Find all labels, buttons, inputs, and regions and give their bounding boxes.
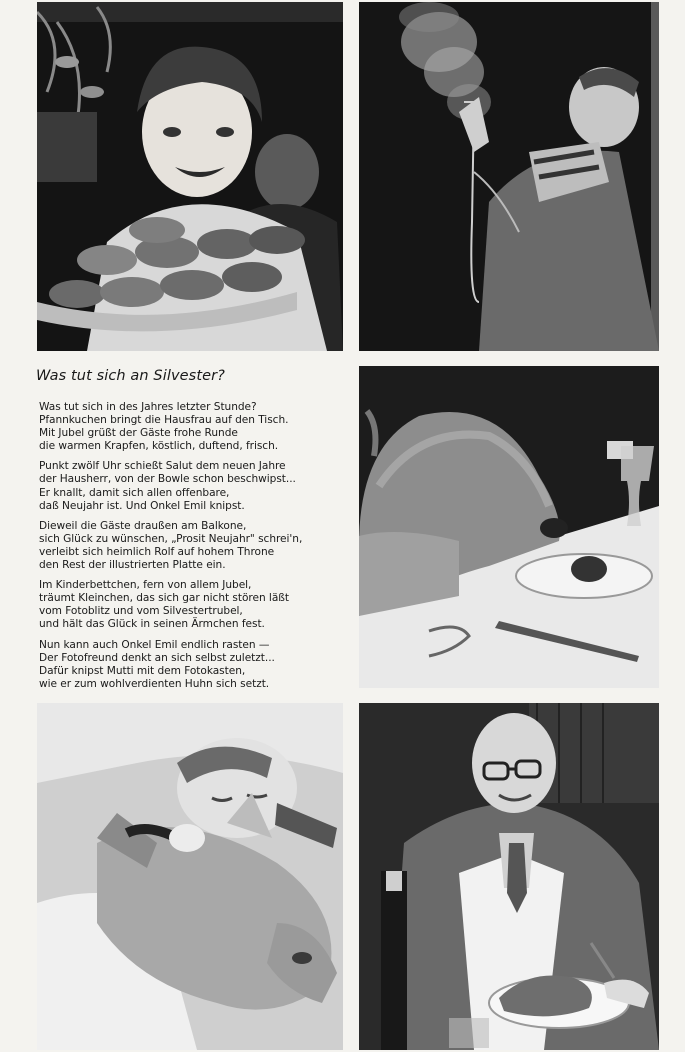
poem-line: Pfannkuchen bringt die Hausfrau auf den Tisch.	[39, 414, 289, 427]
poem-line: träumt Kleinchen, das sich gar nicht stören läßt	[39, 592, 289, 605]
woman-doughnuts-image	[37, 2, 343, 351]
poem-line: Was tut sich in des Jahres letzter Stunde?	[39, 401, 257, 413]
stanza-5	[39, 639, 346, 691]
poem-line: die warmen Krapfen, köstlich, duftend, frisch.	[39, 440, 279, 453]
poem-article	[36, 368, 346, 698]
man-pistol-image	[359, 2, 659, 351]
article-title: Was tut sich an Silvester?	[36, 368, 225, 384]
poem-line: den Rest der illustrierten Platte ein.	[39, 559, 226, 572]
poem-line: Der Fotofreund denkt an sich selbst zuletzt...	[39, 651, 275, 664]
poem-line: Im Kinderbettchen, fern von allem Jubel,	[39, 579, 252, 592]
poem-line: vom Fotoblitz und vom Silvestertrubel,	[39, 605, 243, 618]
photo-man-chicken	[359, 703, 659, 1050]
poem-line: Dieweil die Gäste draußen am Balkone,	[39, 519, 247, 532]
stanza-3	[39, 520, 346, 572]
poem-line: der Hausherr, von der Bowle schon beschwipst...	[39, 473, 296, 486]
man-chicken-image	[359, 703, 659, 1050]
photo-dog-table	[359, 366, 659, 688]
poem-line: Nun kann auch Onkel Emil endlich rasten —	[39, 638, 270, 651]
poem-line: Punkt zwölf Uhr schießt Salut dem neuen Jahre	[39, 460, 286, 473]
photo-child-toy-pig	[37, 703, 343, 1050]
child-toy-pig-image	[37, 703, 343, 1050]
photo-woman-doughnuts	[37, 2, 343, 351]
poem-line: Mit Jubel grüßt der Gäste frohe Runde	[39, 427, 238, 440]
stanza-2	[39, 460, 346, 512]
poem-line: wie er zum wohlverdienten Huhn sich setzt.	[39, 677, 270, 690]
poem-line: daß Neujahr ist. Und Onkel Emil knipst.	[39, 499, 245, 512]
poem-line: Dafür knipst Mutti mit dem Fotokasten,	[39, 664, 246, 677]
stanza-4	[39, 579, 346, 631]
photo-man-pistol	[359, 2, 659, 351]
dog-table-image	[359, 366, 659, 688]
poem-line: sich Glück zu wünschen, „Prosit Neujahr" schrei'n,	[39, 532, 303, 545]
poem-line: Er knallt, damit sich allen offenbare,	[39, 486, 230, 499]
poem-line: und hält das Glück in seinen Ärmchen fest.	[39, 618, 265, 631]
poem-line: verleibt sich heimlich Rolf auf hohem Throne	[39, 545, 275, 558]
stanza-1	[39, 401, 346, 453]
